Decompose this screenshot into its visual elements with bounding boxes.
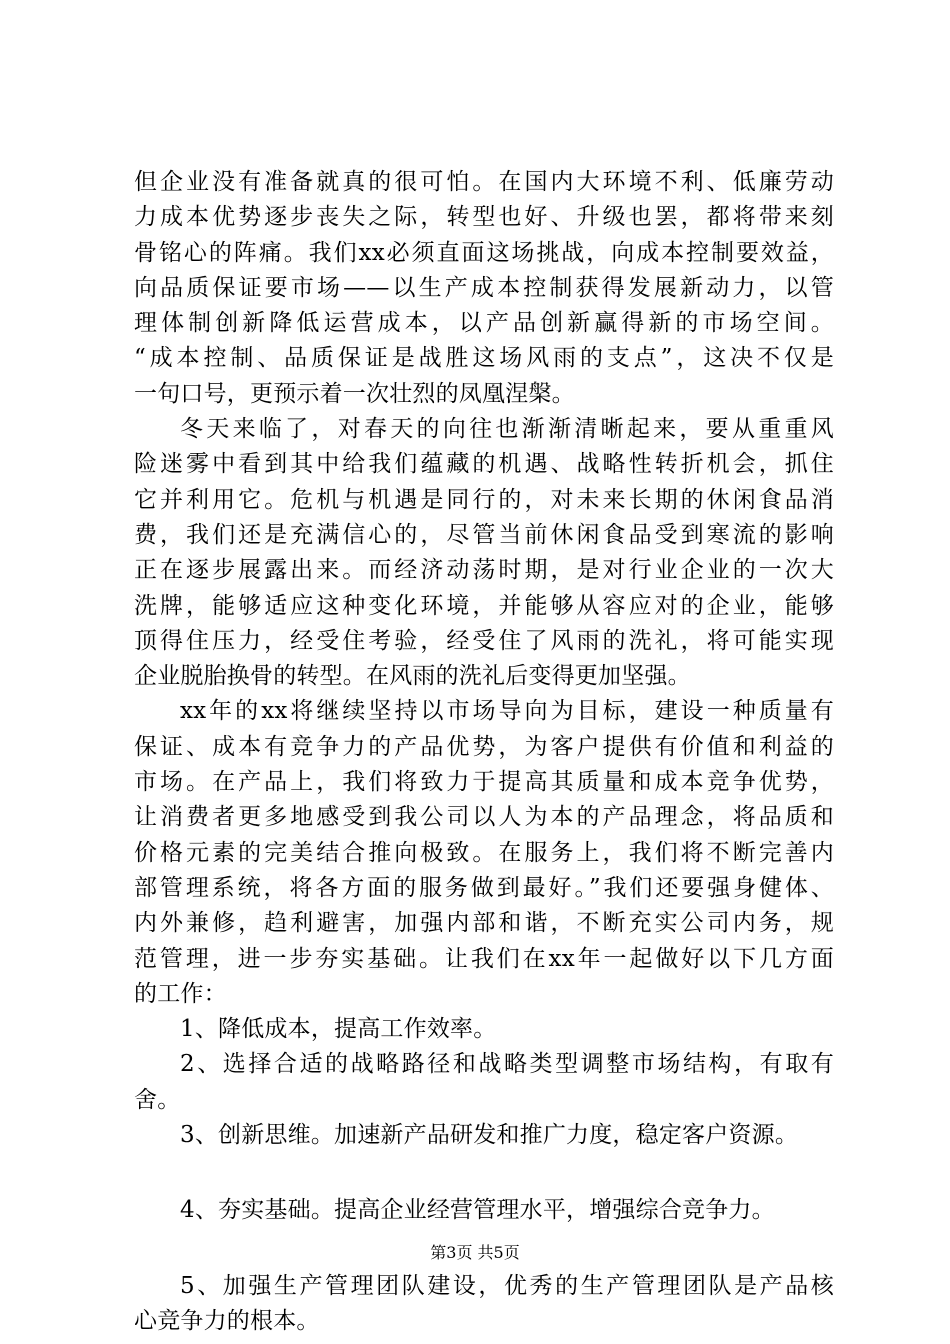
list-item: 5、加强生产管理团队建设，优秀的生产管理团队是产品核 [180, 1272, 834, 1299]
text-line: 让消费者更多地感受到我公司以人为本的产品理念，将品质和 [134, 804, 834, 831]
text-line: 内外兼修，趋利避害，加强内部和谐，不断充实公司内务，规 [134, 910, 834, 937]
text-line: 理体制创新降低运营成本，以产品创新赢得新的市场空间。 [134, 310, 834, 337]
text-line: 心竞争力的根本。 [134, 1307, 320, 1334]
text-line: 冬天来临了，对春天的向往也渐渐清晰起来，要从重重风 [180, 416, 834, 443]
list-item: 1、降低成本，提高工作效率。 [180, 1016, 497, 1043]
text-line: 部管理系统，将各方面的服务做到最好。”我们还要强身健体、 [134, 874, 834, 901]
text-line: 一句口号，更预示着一次壮烈的凤凰涅槃。 [134, 380, 575, 407]
text-line: 企业脱胎换骨的转型。在风雨的洗礼后变得更加坚强。 [134, 663, 691, 690]
text-line: 向品质保证要市场——以生产成本控制获得发展新动力，以管 [134, 274, 834, 301]
text-line: 的工作： [134, 980, 227, 1007]
list-item: 4、夯实基础。提高企业经营管理水平，增强综合竞争力。 [180, 1197, 775, 1224]
text-line: 洗牌，能够适应这种变化环境，并能够从容应对的企业，能够 [134, 592, 834, 619]
text-line: 骨铭心的阵痛。我们xx必须直面这场挑战，向成本控制要效益， [134, 239, 834, 266]
text-line: 市场。在产品上，我们将致力于提高其质量和成本竞争优势， [134, 769, 834, 796]
text-line: 但企业没有准备就真的很可怕。在国内大环境不利、低廉劳动 [134, 169, 834, 195]
text-line: 保证、成本有竞争力的产品优势，为客户提供有价值和利益的 [134, 733, 834, 760]
page-number: 第3页 共5页 [430, 1243, 520, 1262]
list-item: 2、选择合适的战略路径和战略类型调整市场结构，有取有 [180, 1051, 834, 1078]
text-line: 价格元素的完美结合推向极致。在服务上，我们将不断完善内 [134, 839, 834, 866]
text-line: 费，我们还是充满信心的，尽管当前休闲食品受到寒流的影响 [134, 521, 834, 548]
text-line: 它并利用它。危机与机遇是同行的，对未来长期的休闲食品消 [134, 486, 834, 513]
text-line: 顶得住压力，经受住考验，经受住了风雨的洗礼，将可能实现 [134, 627, 834, 654]
list-item: 3、创新思维。加速新产品研发和推广力度，稳定客户资源。 [180, 1122, 799, 1149]
text-line: 舍。 [134, 1086, 181, 1113]
text-line: 正在逐步展露出来。而经济动荡时期，是对行业企业的一次大 [134, 557, 834, 584]
document-body [134, 165, 834, 1339]
text-line: 力成本优势逐步丧失之际，转型也好、升级也罢，都将带来刻 [134, 204, 834, 231]
text-line: “成本控制、品质保证是战胜这场风雨的支点”，这决不仅是 [134, 345, 834, 372]
text-line: xx年的xx将继续坚持以市场导向为目标，建设一种质量有 [180, 698, 834, 725]
text-line: 险迷雾中看到其中给我们蕴藏的机遇、战略性转折机会，抓住 [134, 451, 834, 478]
text-line: 范管理，进一步夯实基础。让我们在xx年一起做好以下几方面 [134, 945, 834, 972]
blank-line [134, 1153, 834, 1193]
